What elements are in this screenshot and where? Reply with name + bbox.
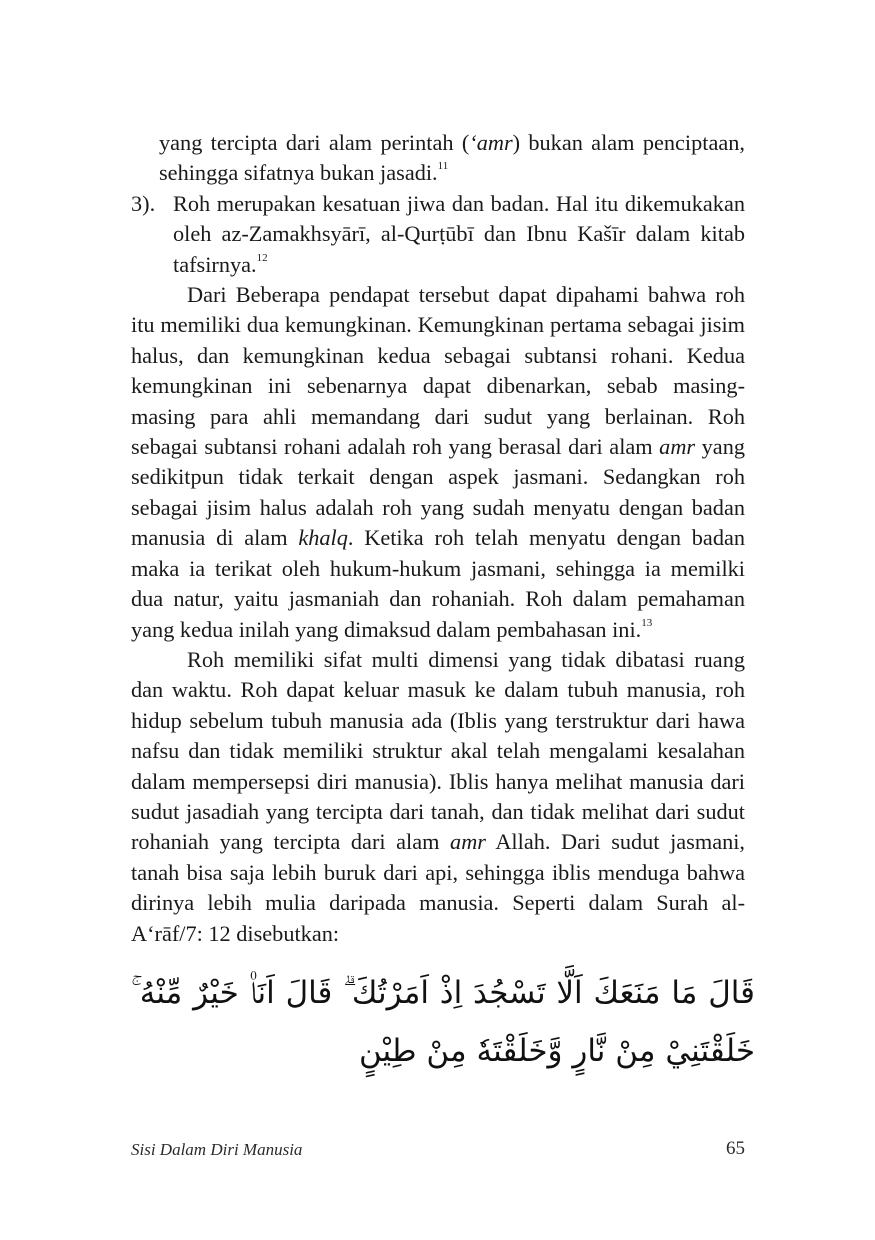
footnote-ref-13[interactable]: 13 xyxy=(641,616,653,629)
paragraph-2-part1: Roh memiliki sifat multi dimensi yang tidak dibatasi ruang dan waktu. Roh dapat keluar masuk ke dalam tubuh manusia, roh hidup sebelum tubuh manusia ada (Iblis yang terstruktur dari hawa nafsu dan tidak memiliki struktur akal telah mengalami kesalahan dalam mempersepsi diri manusia). Iblis hanya melihat manusia dari sudut jasadiah yang tercipta dari tanah, dan tidak melihat dari sudut rohaniah yang tercipta dari alam xyxy=(131,646,745,855)
footer-book-title: Sisi Dalam Diri Manusia xyxy=(131,1140,303,1159)
list-item-text-body: Roh merupakan kesatuan jiwa dan badan. Hal itu dikemukakan oleh az-Zamakhsyārī, al-Qurṭūbī dan Ibnu Kašīr dalam kitab tafsirnya. xyxy=(173,190,745,277)
paragraph-1-part3: . Ketika roh telah menyatu dengan badan maka ia terikat oleh hukum-hukum jasmani, sehingga ia memilki dua natur, yaitu jasmaniah dan rohaniah. Roh dalam pemahaman yang kedua inilah yang dimaksud dalam pembahasan ini. xyxy=(131,525,746,642)
page-body xyxy=(131,128,745,949)
khalq-term: khalq xyxy=(298,525,348,551)
list-item-text xyxy=(173,189,745,280)
continuation-text-part2: ) bukan alam penciptaan, sehingga sifatnya bukan jasadi. xyxy=(159,130,745,186)
list-item-3 xyxy=(131,189,745,280)
footnote-ref-11[interactable]: 11 xyxy=(437,160,449,173)
amr-term: amr xyxy=(659,434,696,460)
arabic-verse: قَالَ مَا مَنَعَكَ اَلَّا تَسْجُدَ اِذْ اَمَرْتُكَ ۗ قَالَ اَنَا۠ خَيْرٌ مِّنْهُ ۚ خَلَقْتَنِيْ مِنْ نَّارٍ وَّخَلَقْتَهٗ مِنْ طِيْنٍ xyxy=(131,975,755,1069)
paragraph-1-part2: yang sedikitpun tidak terkait dengan aspek jasmani. Sedangkan roh sebagai jisim halus adalah roh yang sudah menyatu dengan badan manusia di alam xyxy=(131,434,745,551)
continuation-text-part1: yang tercipta dari alam perintah ( xyxy=(159,130,470,155)
amr-term: amr xyxy=(450,829,486,855)
paragraph-2 xyxy=(131,645,745,949)
footnote-ref-12[interactable]: 12 xyxy=(256,251,268,264)
amr-term: ‘amr xyxy=(469,130,513,155)
paragraph-1-part1: Dari Beberapa pendapat tersebut dapat dipahami bahwa roh itu memiliki dua kemungkinan. Kemungkinan pertama sebagai jisim halus, dan kemungkinan kedua sebagai subtansi rohani. Kedua kemungkinan ini sebenarnya dapat dibenarkan, sebab masing-masing para ahli memandang dari sudut yang berlainan. Roh sebagai subtansi rohani adalah roh yang berasal dari alam xyxy=(131,282,745,460)
paragraph-2-part2: Allah. Dari sudut jasmani, tanah bisa saja lebih buruk dari api, sehingga iblis menduga bahwa dirinya lebih mulia daripada manusia. Seperti dalam Surah al-A‘rāf/7: 12 disebutkan: xyxy=(131,829,746,946)
paragraph-1 xyxy=(131,280,745,645)
list-item-number: 3). xyxy=(131,190,156,216)
continuation-text xyxy=(131,128,745,189)
page-number: 65 xyxy=(726,1138,745,1159)
